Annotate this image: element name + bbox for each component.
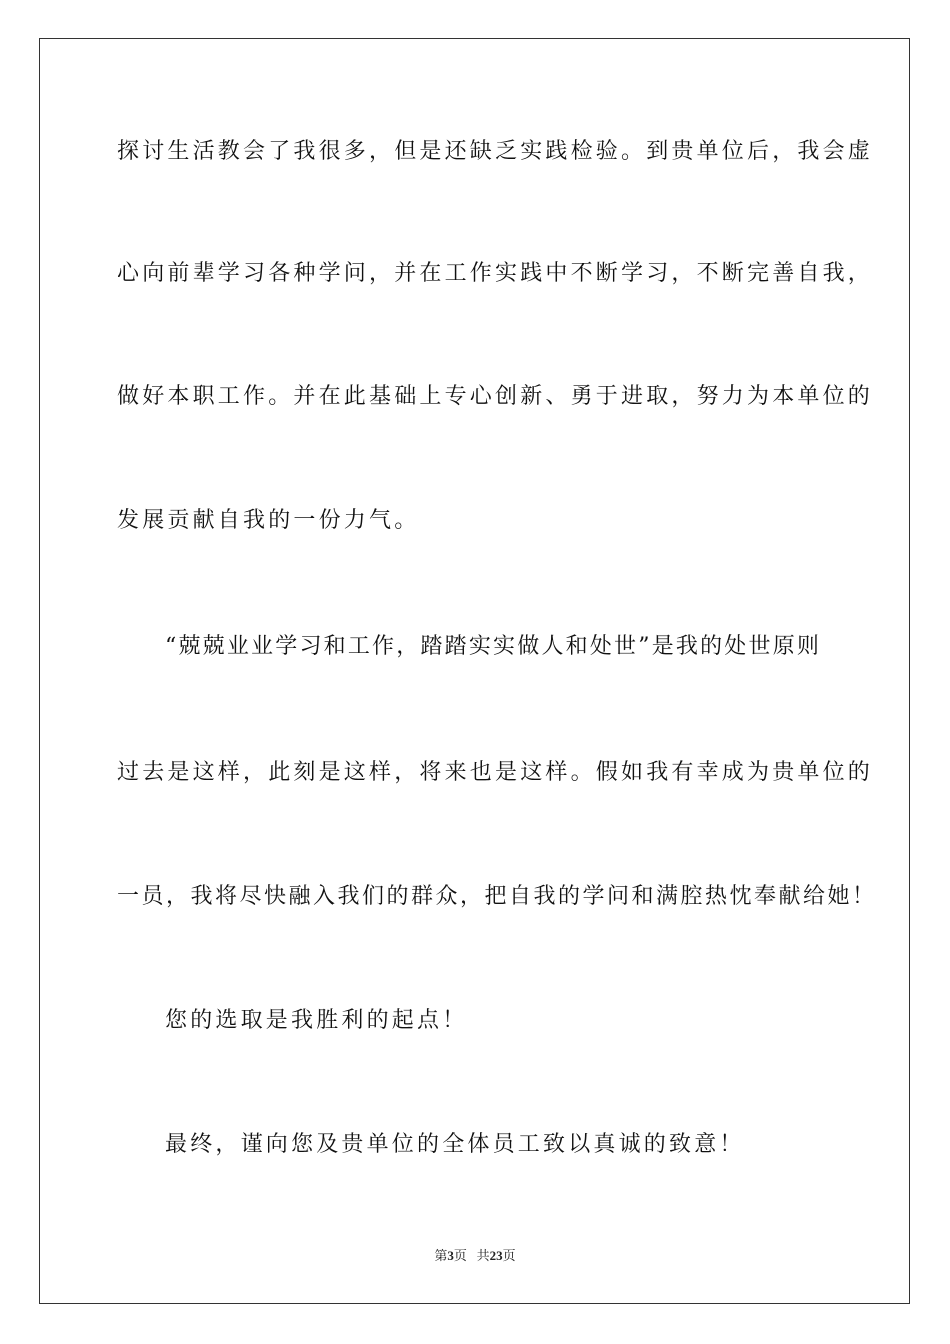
page-frame xyxy=(39,38,910,1304)
text-line: 一员，我将尽快融入我们的群众，把自我的学问和满腔热忱奉献给她！ xyxy=(117,884,877,909)
text-line: “兢兢业业学习和工作，踏踏实实做人和处世”是我的处世原则 xyxy=(165,634,822,659)
text-line: 发展贡献自我的一份力气。 xyxy=(117,508,420,533)
total-pages: 23 xyxy=(489,1248,503,1263)
text-line: 探讨生活教会了我很多，但是还缺乏实践检验。到贵单位后，我会虚 xyxy=(117,139,874,164)
text-line: 过去是这样，此刻是这样，将来也是这样。假如我有幸成为贵单位的 xyxy=(117,760,874,785)
total-prefix: 共 xyxy=(476,1248,490,1263)
text-line: 您的选取是我胜利的起点！ xyxy=(165,1008,468,1033)
page-suffix: 页 xyxy=(453,1248,467,1263)
total-suffix: 页 xyxy=(502,1248,516,1263)
text-line: 心向前辈学习各种学问，并在工作实践中不断学习，不断完善自我， xyxy=(117,261,874,286)
page-footer xyxy=(0,1247,950,1265)
text-line: 做好本职工作。并在此基础上专心创新、勇于进取，努力为本单位的 xyxy=(117,384,874,409)
page-prefix: 第 xyxy=(434,1248,448,1263)
page-number: 3 xyxy=(447,1248,454,1263)
text-line: 最终，谨向您及贵单位的全体员工致以真诚的致意！ xyxy=(165,1132,745,1157)
